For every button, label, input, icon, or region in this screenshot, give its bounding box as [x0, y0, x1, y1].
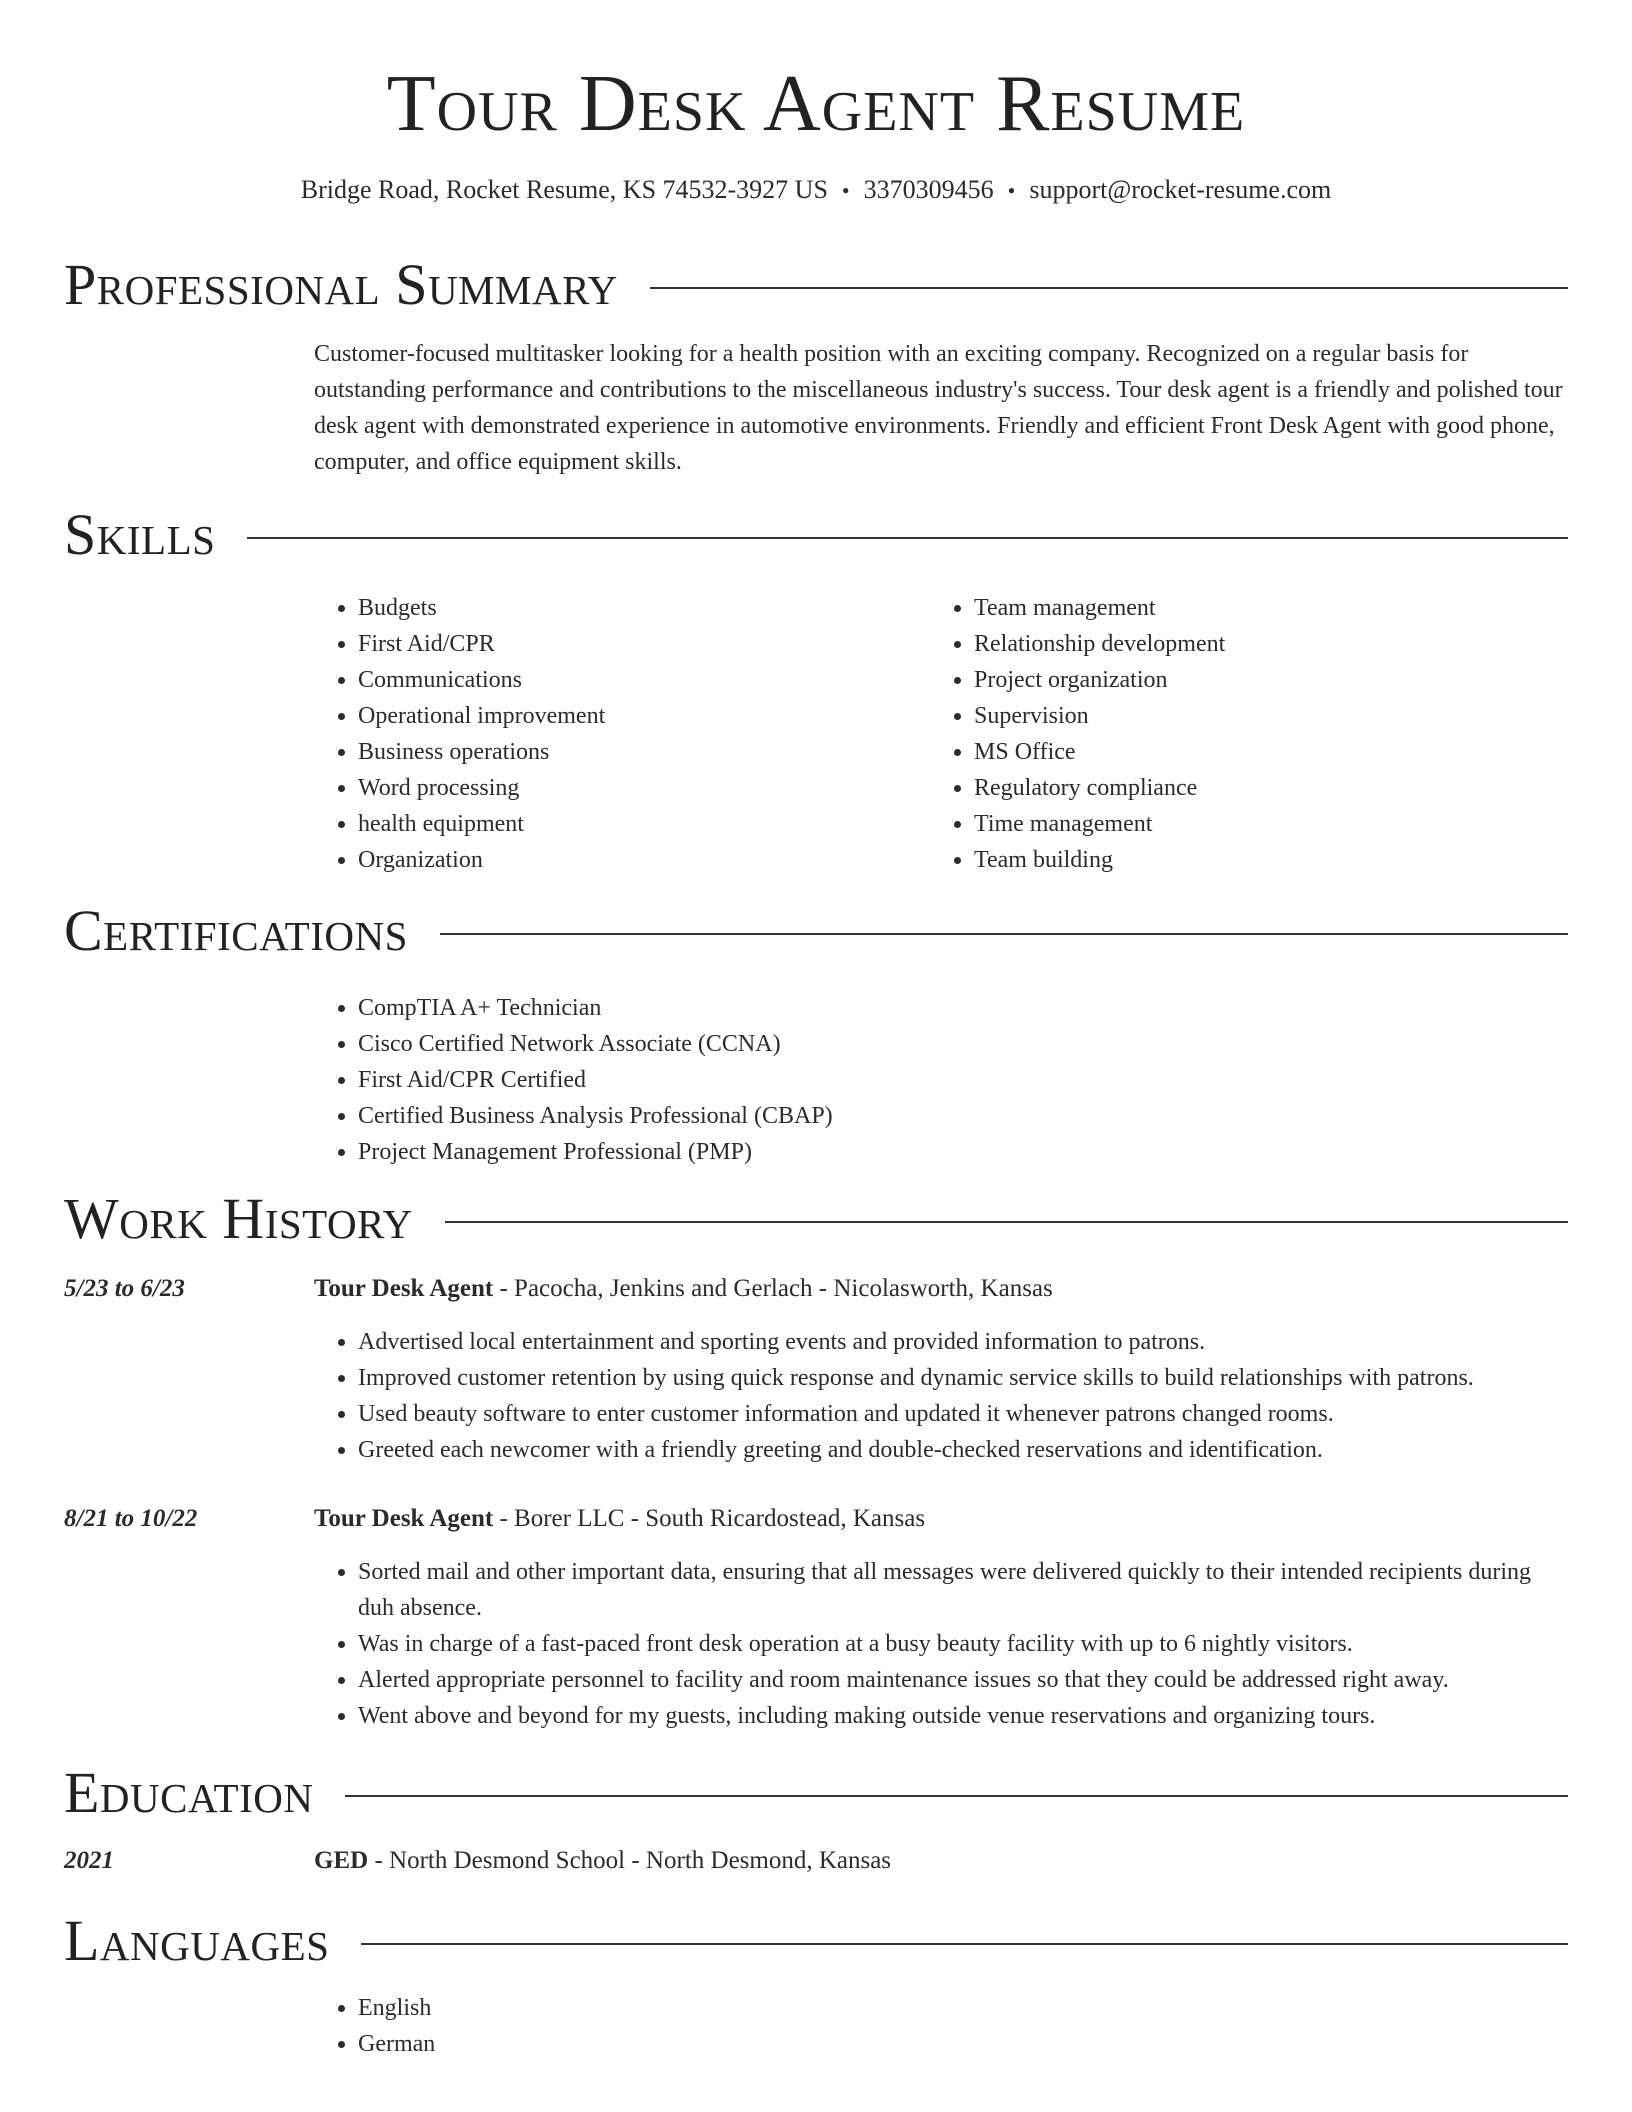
skill-item: • Project organization — [974, 662, 1490, 698]
skill-item: • First Aid/CPR — [358, 626, 874, 662]
work-history-section-header — [64, 1184, 1568, 1254]
certification-item: • Certified Business Analysis Professional (CBAP) — [358, 1098, 1514, 1134]
job-employer-location: - Pacocha, Jenkins and Gerlach - Nicolasworth, Kansas — [493, 1275, 1053, 1302]
languages-list — [314, 1990, 1514, 2062]
certifications-section-header — [64, 896, 1568, 966]
contact-email: support@rocket-resume.com — [1029, 175, 1332, 204]
skill-item: • health equipment — [358, 806, 874, 842]
contact-line — [0, 170, 1632, 211]
contact-phone: 3370309456 — [863, 175, 994, 204]
certification-item: • Project Management Professional (PMP) — [358, 1134, 1514, 1170]
job-heading — [314, 1270, 1570, 1308]
languages-heading: Languages — [64, 1908, 330, 1973]
job-title: Tour Desk Agent — [314, 1275, 494, 1302]
skill-item: • Team management — [974, 590, 1490, 626]
certification-item: • CompTIA A+ Technician — [358, 990, 1514, 1026]
resume-title: Tour Desk Agent Resume — [386, 60, 1246, 148]
summary-text: Customer-focused multitasker looking for a health position with an exciting company. Recognized on a regular basis for outstanding performance and contributions to the miscellaneous industry's success. Tour desk agent is a friendly and polished tour desk agent with demonstrated experience in automotive environments. Friendly and efficient Front Desk Agent with good phone, computer, and office equipment skills. — [314, 341, 1563, 475]
section-divider — [440, 933, 1568, 935]
skill-item: • Team building — [974, 842, 1490, 878]
skill-item: • Word processing — [358, 770, 874, 806]
language-item: • English — [358, 1990, 1514, 2026]
education-year: 2021 — [64, 1847, 114, 1874]
education-school-location: - North Desmond School - North Desmond, Kansas — [368, 1847, 892, 1874]
skill-item: • Communications — [358, 662, 874, 698]
skill-item: • MS Office — [974, 734, 1490, 770]
section-divider — [650, 287, 1568, 289]
education-degree: GED — [314, 1847, 369, 1874]
skill-item: • Operational improvement — [358, 698, 874, 734]
languages-section-header — [64, 1906, 1568, 1976]
skill-item: • Organization — [358, 842, 874, 878]
job-duty-item: • Was in charge of a fast-paced front desk operation at a busy beauty facility with up to 6 nightly visitors. — [358, 1626, 1570, 1662]
skill-item: • Budgets — [358, 590, 874, 626]
language-item: • German — [358, 2026, 1514, 2062]
skills-heading: Skills — [64, 502, 216, 567]
skill-item: • Business operations — [358, 734, 874, 770]
skill-item: • Regulatory compliance — [974, 770, 1490, 806]
certifications-heading: Certifications — [64, 898, 408, 963]
skills-right-column — [930, 590, 1490, 878]
education-section-header — [64, 1758, 1568, 1828]
job-title: Tour Desk Agent — [314, 1505, 494, 1532]
summary-section-header — [64, 250, 1568, 320]
contact-separator: • — [841, 178, 850, 203]
job-duty-item: • Advertised local entertainment and sporting events and provided information to patrons. — [358, 1324, 1570, 1360]
education-heading: Education — [64, 1760, 314, 1825]
job-duty-item: • Alerted appropriate personnel to facility and room maintenance issues so that they could be addressed right away. — [358, 1662, 1570, 1698]
education-entry — [314, 1842, 1570, 1880]
certification-item: • Cisco Certified Network Associate (CCNA) — [358, 1026, 1514, 1062]
certification-item: • First Aid/CPR Certified — [358, 1062, 1514, 1098]
job-duty-item: • Used beauty software to enter customer information and updated it whenever patrons changed rooms. — [358, 1396, 1570, 1432]
skills-section-header — [64, 500, 1568, 570]
job-duty-item: • Sorted mail and other important data, ensuring that all messages were delivered quickly to their intended recipients during duh absence. — [358, 1554, 1570, 1626]
contact-address: Bridge Road, Rocket Resume, KS 74532-3927 US — [300, 175, 828, 204]
section-divider — [361, 1943, 1568, 1945]
section-divider — [345, 1795, 1568, 1797]
summary-heading: Professional Summary — [64, 252, 618, 317]
job-duties — [314, 1554, 1570, 1734]
job-dates: 8/21 to 10/22 — [64, 1505, 198, 1532]
contact-separator: • — [1007, 178, 1016, 203]
job-duties — [314, 1324, 1570, 1468]
section-divider — [247, 537, 1568, 539]
job-duty-item: • Improved customer retention by using quick response and dynamic service skills to build relationships with patrons. — [358, 1360, 1570, 1396]
job-duty-item: • Went above and beyond for my guests, including making outside venue reservations and organizing tours. — [358, 1698, 1570, 1734]
job-heading — [314, 1500, 1570, 1538]
certifications-list — [314, 990, 1514, 1170]
job-duty-item: • Greeted each newcomer with a friendly greeting and double-checked reservations and identification. — [358, 1432, 1570, 1468]
job-employer-location: - Borer LLC - South Ricardostead, Kansas — [493, 1505, 926, 1532]
job-dates: 5/23 to 6/23 — [64, 1275, 185, 1302]
skill-item: • Time management — [974, 806, 1490, 842]
skills-left-column — [314, 590, 874, 878]
section-divider — [445, 1221, 1568, 1223]
work-history-heading: Work History — [64, 1186, 413, 1251]
skill-item: • Supervision — [974, 698, 1490, 734]
skill-item: • Relationship development — [974, 626, 1490, 662]
